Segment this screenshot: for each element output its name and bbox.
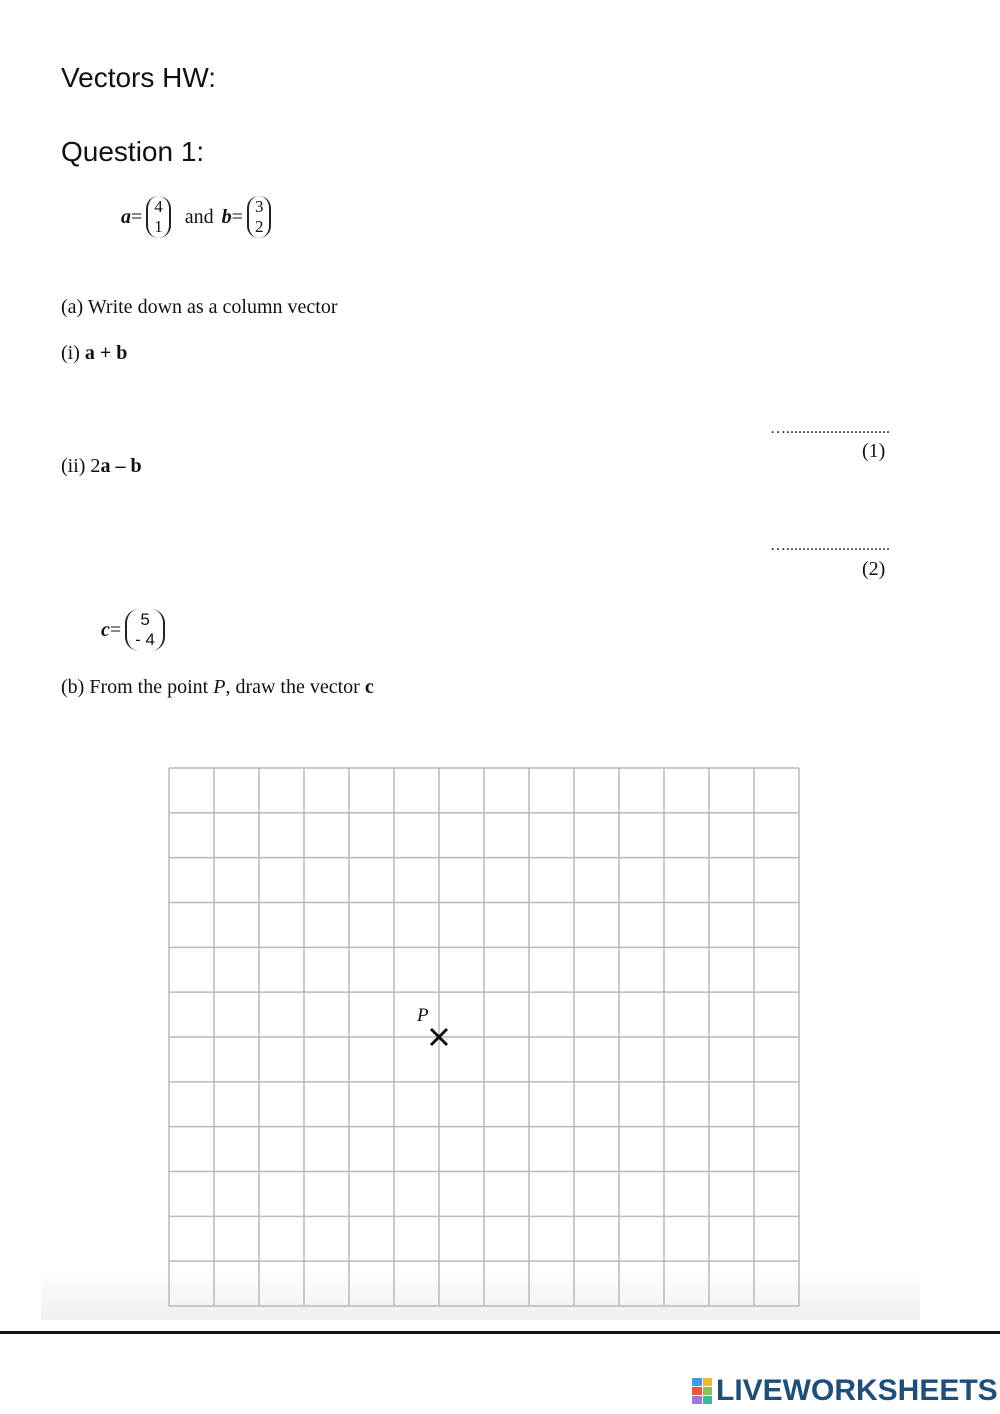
- liveworksheets-logo: [692, 1374, 998, 1408]
- footer-divider: [0, 1331, 1000, 1334]
- part-b-point-name: P: [213, 676, 226, 698]
- vector-b-bottom: 2: [254, 217, 264, 236]
- part-b-vector-name: c: [364, 676, 374, 698]
- vector-c-column: [125, 609, 165, 651]
- point-p-label: P: [417, 1005, 429, 1026]
- question-heading: Question 1:: [61, 136, 205, 167]
- part-b-prompt-end: , draw the vector: [225, 676, 365, 698]
- part-a-ii-label: (ii) 2: [61, 455, 101, 477]
- marks-2: (2): [862, 558, 886, 580]
- vector-c-top: 5: [140, 610, 150, 629]
- vector-b-label: b: [221, 205, 232, 228]
- part-a-ii-expression: a – b: [100, 455, 142, 477]
- logo-mark-tile: [703, 1378, 713, 1386]
- and-text: and: [184, 205, 214, 228]
- logo-mark-icon: [692, 1378, 712, 1404]
- part-a-i-label: (i): [61, 342, 85, 364]
- logo-mark-tile: [703, 1396, 713, 1404]
- vector-b-top: 3: [254, 197, 264, 216]
- part-a-ii: [61, 455, 142, 478]
- equals-sign: =: [109, 618, 122, 641]
- drawing-grid[interactable]: [168, 767, 800, 1307]
- equals-sign: =: [131, 205, 143, 228]
- vector-b-column: [247, 196, 272, 238]
- part-a-i: [61, 342, 127, 365]
- logo-mark-tile: [692, 1378, 702, 1386]
- logo-mark-tile: [692, 1396, 702, 1404]
- answer-line-2[interactable]: …..........................: [770, 537, 890, 554]
- equals-sign: =: [231, 205, 243, 228]
- part-a-i-expression: a + b: [84, 342, 128, 364]
- vector-a-bottom: 1: [154, 217, 163, 236]
- vector-a-top: 4: [154, 197, 163, 216]
- vector-c-label: c: [101, 618, 110, 641]
- part-b-prompt: [61, 676, 374, 699]
- logo-mark-tile: [692, 1387, 702, 1395]
- vector-a-column: [146, 196, 171, 238]
- grid-svg[interactable]: [168, 767, 800, 1307]
- part-a-prompt: (a) Write down as a column vector: [61, 296, 338, 318]
- vector-a-label: a: [121, 205, 131, 228]
- vectors-a-b: [121, 196, 275, 238]
- vector-c-bottom: - 4: [135, 630, 156, 649]
- logo-mark-tile: [703, 1387, 713, 1395]
- vector-c: [101, 609, 169, 651]
- marks-1: (1): [862, 440, 886, 462]
- answer-line-1[interactable]: …..........................: [770, 420, 890, 437]
- brand-name: LIVEWORKSHEETS: [716, 1374, 998, 1407]
- worksheet-title: Vectors HW:: [61, 62, 217, 93]
- part-b-prompt-start: (b) From the point: [61, 676, 214, 698]
